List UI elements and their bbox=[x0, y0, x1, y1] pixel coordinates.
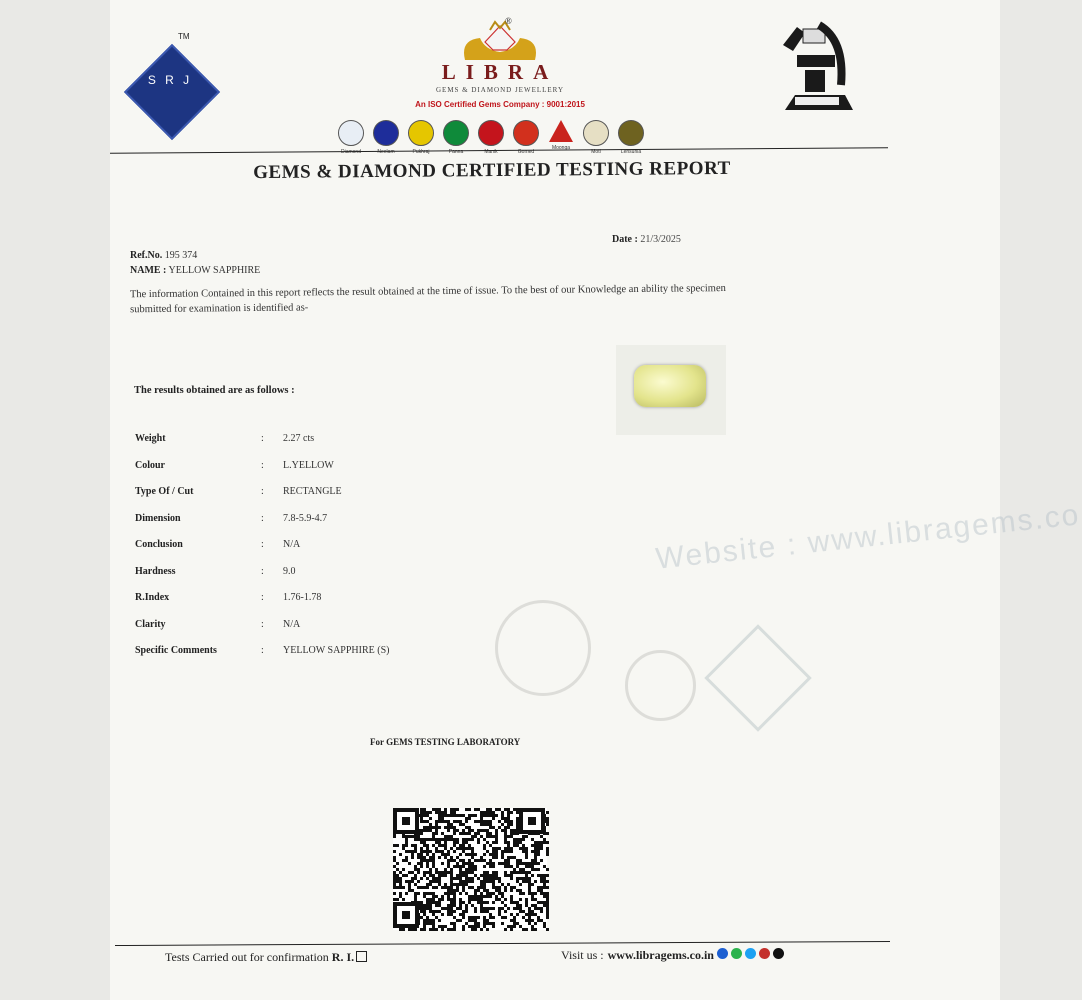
gem-name: Neelam bbox=[377, 149, 395, 155]
spec-value: 7.8-5.9-4.7 bbox=[283, 512, 328, 524]
spec-value: 2.27 cts bbox=[283, 433, 315, 444]
visit-label: Visit us : bbox=[561, 948, 604, 962]
gemstone-icon bbox=[443, 120, 469, 146]
gem-name: Moti bbox=[591, 149, 601, 155]
gem-name: Diamond bbox=[340, 149, 361, 155]
registered-mark: ® bbox=[505, 16, 512, 26]
spec-row bbox=[135, 433, 615, 460]
spec-row bbox=[135, 513, 615, 540]
libra-subtitle: GEMS & DIAMOND JEWELLERY bbox=[435, 86, 565, 94]
twitter-icon[interactable] bbox=[745, 948, 756, 959]
gem-manik bbox=[476, 120, 506, 160]
srj-logo: S R J bbox=[125, 45, 215, 135]
name-label: NAME : bbox=[130, 265, 167, 276]
spec-key: Conclusion bbox=[135, 539, 183, 550]
spec-colon: : bbox=[261, 592, 264, 603]
instagram-icon[interactable] bbox=[773, 948, 784, 959]
results-header: The results obtained are as follows : bbox=[134, 385, 295, 396]
spec-key: Clarity bbox=[135, 618, 166, 630]
report-title: GEMS & DIAMOND CERTIFIED TESTING REPORT bbox=[253, 157, 731, 184]
gem-name: Gomed bbox=[517, 149, 535, 155]
libra-brand-name: LIBRA bbox=[441, 60, 559, 84]
spec-colon: : bbox=[261, 459, 264, 471]
spec-colon: : bbox=[261, 433, 264, 444]
gem-diamond bbox=[336, 120, 366, 160]
spec-key: R.Index bbox=[135, 592, 170, 603]
name-value: YELLOW SAPPHIRE bbox=[168, 265, 261, 276]
iso-certified-text: An ISO Certified Gems Company : 9001:2015 bbox=[415, 100, 585, 109]
spec-row bbox=[135, 460, 615, 487]
spec-value: RECTANGLE bbox=[283, 486, 342, 497]
spec-row bbox=[135, 619, 615, 646]
intro-paragraph: The information Contained in this report reflects the result obtained at the time of issue. To the best of our Knowledge an ability the specimen submitted for examination is identified as- bbox=[129, 283, 726, 316]
spec-key: Weight bbox=[135, 433, 166, 444]
qr-code[interactable] bbox=[393, 808, 547, 930]
gemstone-icon bbox=[338, 120, 364, 146]
spec-key: Type Of / Cut bbox=[135, 486, 194, 497]
reference-block bbox=[130, 248, 260, 278]
gemstone-icon bbox=[373, 120, 399, 146]
spec-value: N/A bbox=[283, 539, 301, 550]
report-date bbox=[612, 234, 681, 245]
gem-pukhraj bbox=[406, 120, 436, 160]
trademark-mark: TM bbox=[178, 32, 190, 41]
gem-neelam bbox=[371, 120, 401, 160]
gemstone-photo bbox=[616, 345, 726, 435]
spec-colon: : bbox=[261, 486, 264, 497]
checkbox-icon bbox=[356, 951, 367, 962]
whatsapp-icon[interactable] bbox=[731, 948, 742, 959]
facebook-icon[interactable] bbox=[717, 948, 728, 959]
footer-confirmation bbox=[165, 950, 367, 965]
spec-row bbox=[135, 539, 615, 566]
spec-colon: : bbox=[261, 512, 264, 524]
ref-label: Ref.No. bbox=[130, 250, 163, 261]
libra-crown-logo bbox=[455, 20, 545, 65]
gemstone-row bbox=[336, 120, 646, 160]
spec-row bbox=[135, 566, 615, 593]
spec-row bbox=[135, 486, 615, 513]
gem-name: Panna bbox=[448, 149, 464, 155]
social-icons bbox=[714, 948, 784, 963]
gem-name: Pukhraj bbox=[412, 149, 430, 155]
footer-left-bold: R. I. bbox=[331, 950, 355, 964]
footer-visit bbox=[561, 948, 784, 963]
specs-table bbox=[135, 433, 615, 672]
gem-moti bbox=[581, 120, 611, 160]
spec-colon: : bbox=[261, 645, 264, 656]
spec-key: Specific Comments bbox=[135, 645, 217, 656]
gem-panna bbox=[441, 120, 471, 160]
gem-name: Lehsunia bbox=[620, 149, 642, 155]
gem-moonga bbox=[546, 120, 576, 160]
spec-key: Colour bbox=[135, 459, 165, 471]
date-label: Date : bbox=[612, 234, 638, 245]
spec-row bbox=[135, 645, 615, 672]
spec-key: Hardness bbox=[135, 565, 176, 577]
gem-name: Manik bbox=[484, 149, 498, 155]
watermark-website: Website : www.libragems.co bbox=[654, 498, 1082, 576]
spec-row bbox=[135, 592, 615, 619]
spec-value: N/A bbox=[283, 618, 301, 630]
for-lab-signature: For GEMS TESTING LABORATORY bbox=[370, 737, 521, 747]
spec-colon: : bbox=[261, 565, 264, 577]
spec-colon: : bbox=[261, 618, 264, 630]
spec-value: 1.76-1.78 bbox=[283, 592, 322, 603]
gem-gomed bbox=[511, 120, 541, 160]
gemstone-icon bbox=[513, 120, 539, 146]
gemstone-icon bbox=[618, 120, 644, 146]
gemstone-icon bbox=[583, 120, 609, 146]
spec-value: YELLOW SAPPHIRE (S) bbox=[283, 645, 390, 656]
footer-left-text: Tests Carried out for confirmation bbox=[165, 950, 329, 964]
spec-value: 9.0 bbox=[283, 565, 296, 577]
website-link[interactable]: www.libragems.co.in bbox=[607, 948, 714, 962]
microscope-icon bbox=[775, 15, 860, 120]
gemstone-icon bbox=[408, 120, 434, 146]
spec-value: L.YELLOW bbox=[283, 459, 334, 471]
spec-colon: : bbox=[261, 539, 264, 550]
gem-lehsunia bbox=[616, 120, 646, 160]
gemstone-icon bbox=[478, 120, 504, 146]
gem-name: Moonga bbox=[551, 145, 571, 151]
watermark-ring bbox=[625, 650, 696, 721]
spec-key: Dimension bbox=[135, 512, 181, 524]
youtube-icon[interactable] bbox=[759, 948, 770, 959]
date-value: 21/3/2025 bbox=[640, 234, 681, 245]
ref-value: 195 374 bbox=[164, 250, 198, 261]
gemstone-icon bbox=[549, 120, 573, 142]
